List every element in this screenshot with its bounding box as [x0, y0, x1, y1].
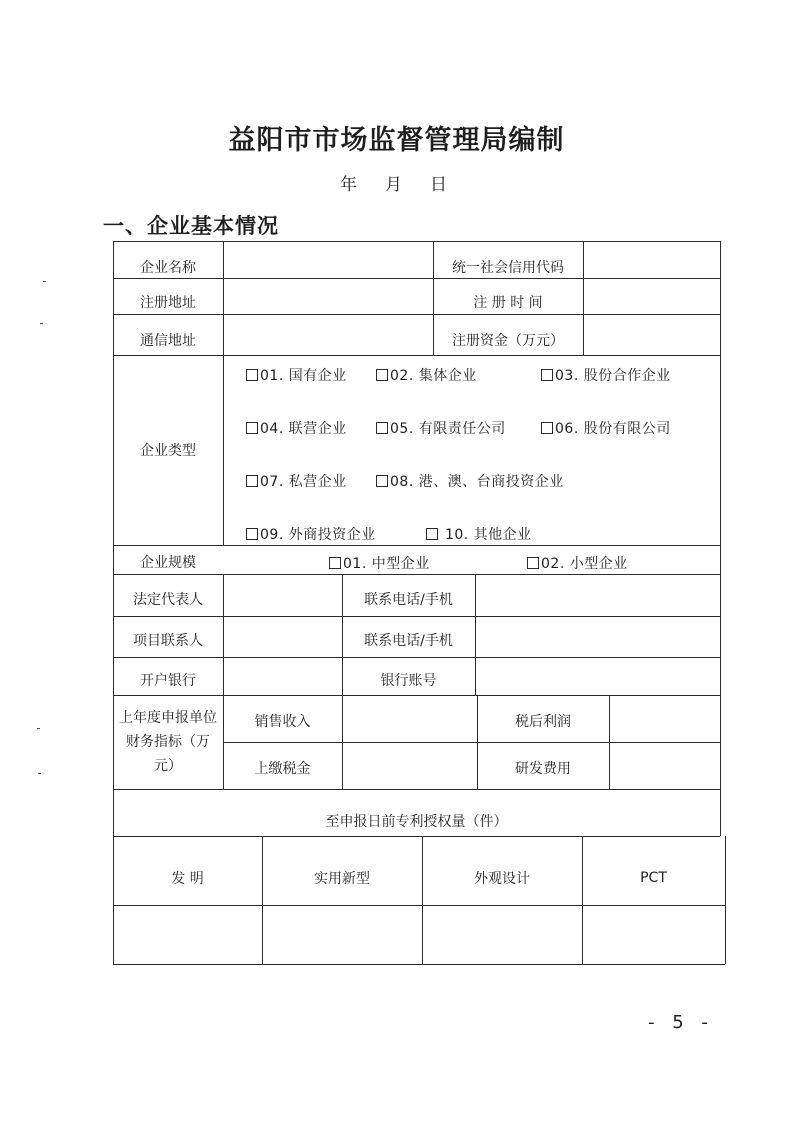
checkbox[interactable] — [246, 422, 258, 434]
checkbox[interactable] — [376, 475, 388, 487]
checkbox[interactable] — [541, 422, 553, 434]
scale-label: 企业规模 — [140, 555, 196, 571]
contact-label: 项目联系人 — [133, 633, 203, 649]
company-name-label: 企业名称 — [140, 260, 196, 276]
company-name-input[interactable] — [223, 241, 433, 278]
patent-header-invention: 发 明 — [171, 871, 204, 887]
patent-header-design: 外观设计 — [474, 871, 530, 887]
checkbox[interactable] — [246, 475, 258, 487]
phone-label-1: 联系电话/手机 — [364, 592, 453, 608]
reg-capital-input[interactable] — [583, 314, 720, 355]
bank-label: 开户银行 — [140, 673, 196, 689]
net-profit-input[interactable] — [609, 695, 720, 742]
company-type-option[interactable]: 08. 港、澳、台商投资企业 — [376, 471, 564, 491]
company-type-label: 企业类型 — [140, 443, 196, 459]
reg-time-input[interactable] — [583, 278, 720, 314]
document-title: 益阳市市场监督管理局编制 — [228, 125, 565, 156]
company-type-option[interactable]: 03. 股份合作企业 — [541, 365, 671, 385]
checkbox[interactable] — [541, 369, 553, 381]
rd-input[interactable] — [609, 742, 720, 789]
phone-input-2[interactable] — [475, 616, 720, 657]
credit-code-label: 统一社会信用代码 — [452, 260, 564, 276]
checkbox[interactable] — [376, 369, 388, 381]
company-type-option[interactable]: 02. 集体企业 — [376, 365, 477, 385]
company-type-option[interactable]: 05. 有限责任公司 — [376, 418, 506, 438]
company-type-option[interactable]: 07. 私营企业 — [246, 471, 347, 491]
checkbox[interactable] — [426, 528, 438, 540]
company-type-option[interactable]: 09. 外商投资企业 — [246, 524, 376, 544]
finance-label: 上年度申报单位财务指标（万元） — [119, 710, 217, 774]
patent-pct-input[interactable] — [582, 905, 725, 964]
section-heading: 一、企业基本情况 — [103, 214, 279, 238]
sales-label: 销售收入 — [254, 714, 311, 730]
patent-header-pct: PCT — [640, 870, 667, 886]
scan-speck — [43, 281, 46, 282]
company-type-option[interactable]: 04. 联营企业 — [246, 418, 347, 438]
legal-rep-input[interactable] — [223, 574, 342, 616]
account-label: 银行账号 — [380, 673, 437, 689]
reg-address-label: 注册地址 — [140, 295, 196, 311]
scale-option[interactable]: 01. 中型企业 — [329, 553, 430, 573]
credit-code-input[interactable] — [583, 241, 720, 278]
checkbox[interactable] — [246, 528, 258, 540]
checkbox[interactable] — [527, 557, 539, 569]
contact-input[interactable] — [223, 616, 342, 657]
reg-capital-label: 注册资金（万元） — [452, 333, 564, 349]
checkbox[interactable] — [376, 422, 388, 434]
legal-rep-label: 法定代表人 — [133, 592, 203, 608]
checkbox[interactable] — [246, 369, 258, 381]
tax-input[interactable] — [342, 742, 477, 789]
sales-input[interactable] — [342, 695, 477, 742]
mail-address-label: 通信地址 — [140, 333, 196, 349]
company-type-option[interactable]: 01. 国有企业 — [246, 365, 347, 385]
patent-utility-input[interactable] — [262, 905, 422, 964]
page-number: - 5 - — [648, 1012, 714, 1033]
date-day: 日 — [430, 175, 448, 195]
phone-label-2: 联系电话/手机 — [364, 633, 453, 649]
net-profit-label: 税后利润 — [515, 714, 571, 730]
reg-address-input[interactable] — [223, 278, 433, 314]
scan-speck — [37, 728, 40, 729]
company-type-option[interactable]: 06. 股份有限公司 — [541, 418, 671, 438]
rd-label: 研发费用 — [515, 761, 571, 777]
account-input[interactable] — [475, 657, 720, 695]
patent-header-utility: 实用新型 — [314, 871, 370, 887]
scale-option[interactable]: 02. 小型企业 — [527, 553, 628, 573]
patent-invention-input[interactable] — [113, 905, 262, 964]
bank-input[interactable] — [223, 657, 342, 695]
scan-speck — [38, 773, 41, 774]
mail-address-input[interactable] — [223, 314, 433, 355]
date-year: 年 — [340, 175, 358, 195]
patent-design-input[interactable] — [422, 905, 582, 964]
tax-label: 上缴税金 — [254, 761, 311, 777]
date-month: 月 — [385, 175, 403, 195]
reg-time-label: 注 册 时 间 — [473, 295, 543, 311]
scan-speck — [40, 323, 43, 324]
phone-input-1[interactable] — [475, 574, 720, 616]
patent-title: 至申报日前专利授权量（件） — [325, 814, 508, 830]
company-type-option[interactable]: 10. 其他企业 — [426, 524, 532, 544]
checkbox[interactable] — [329, 557, 341, 569]
